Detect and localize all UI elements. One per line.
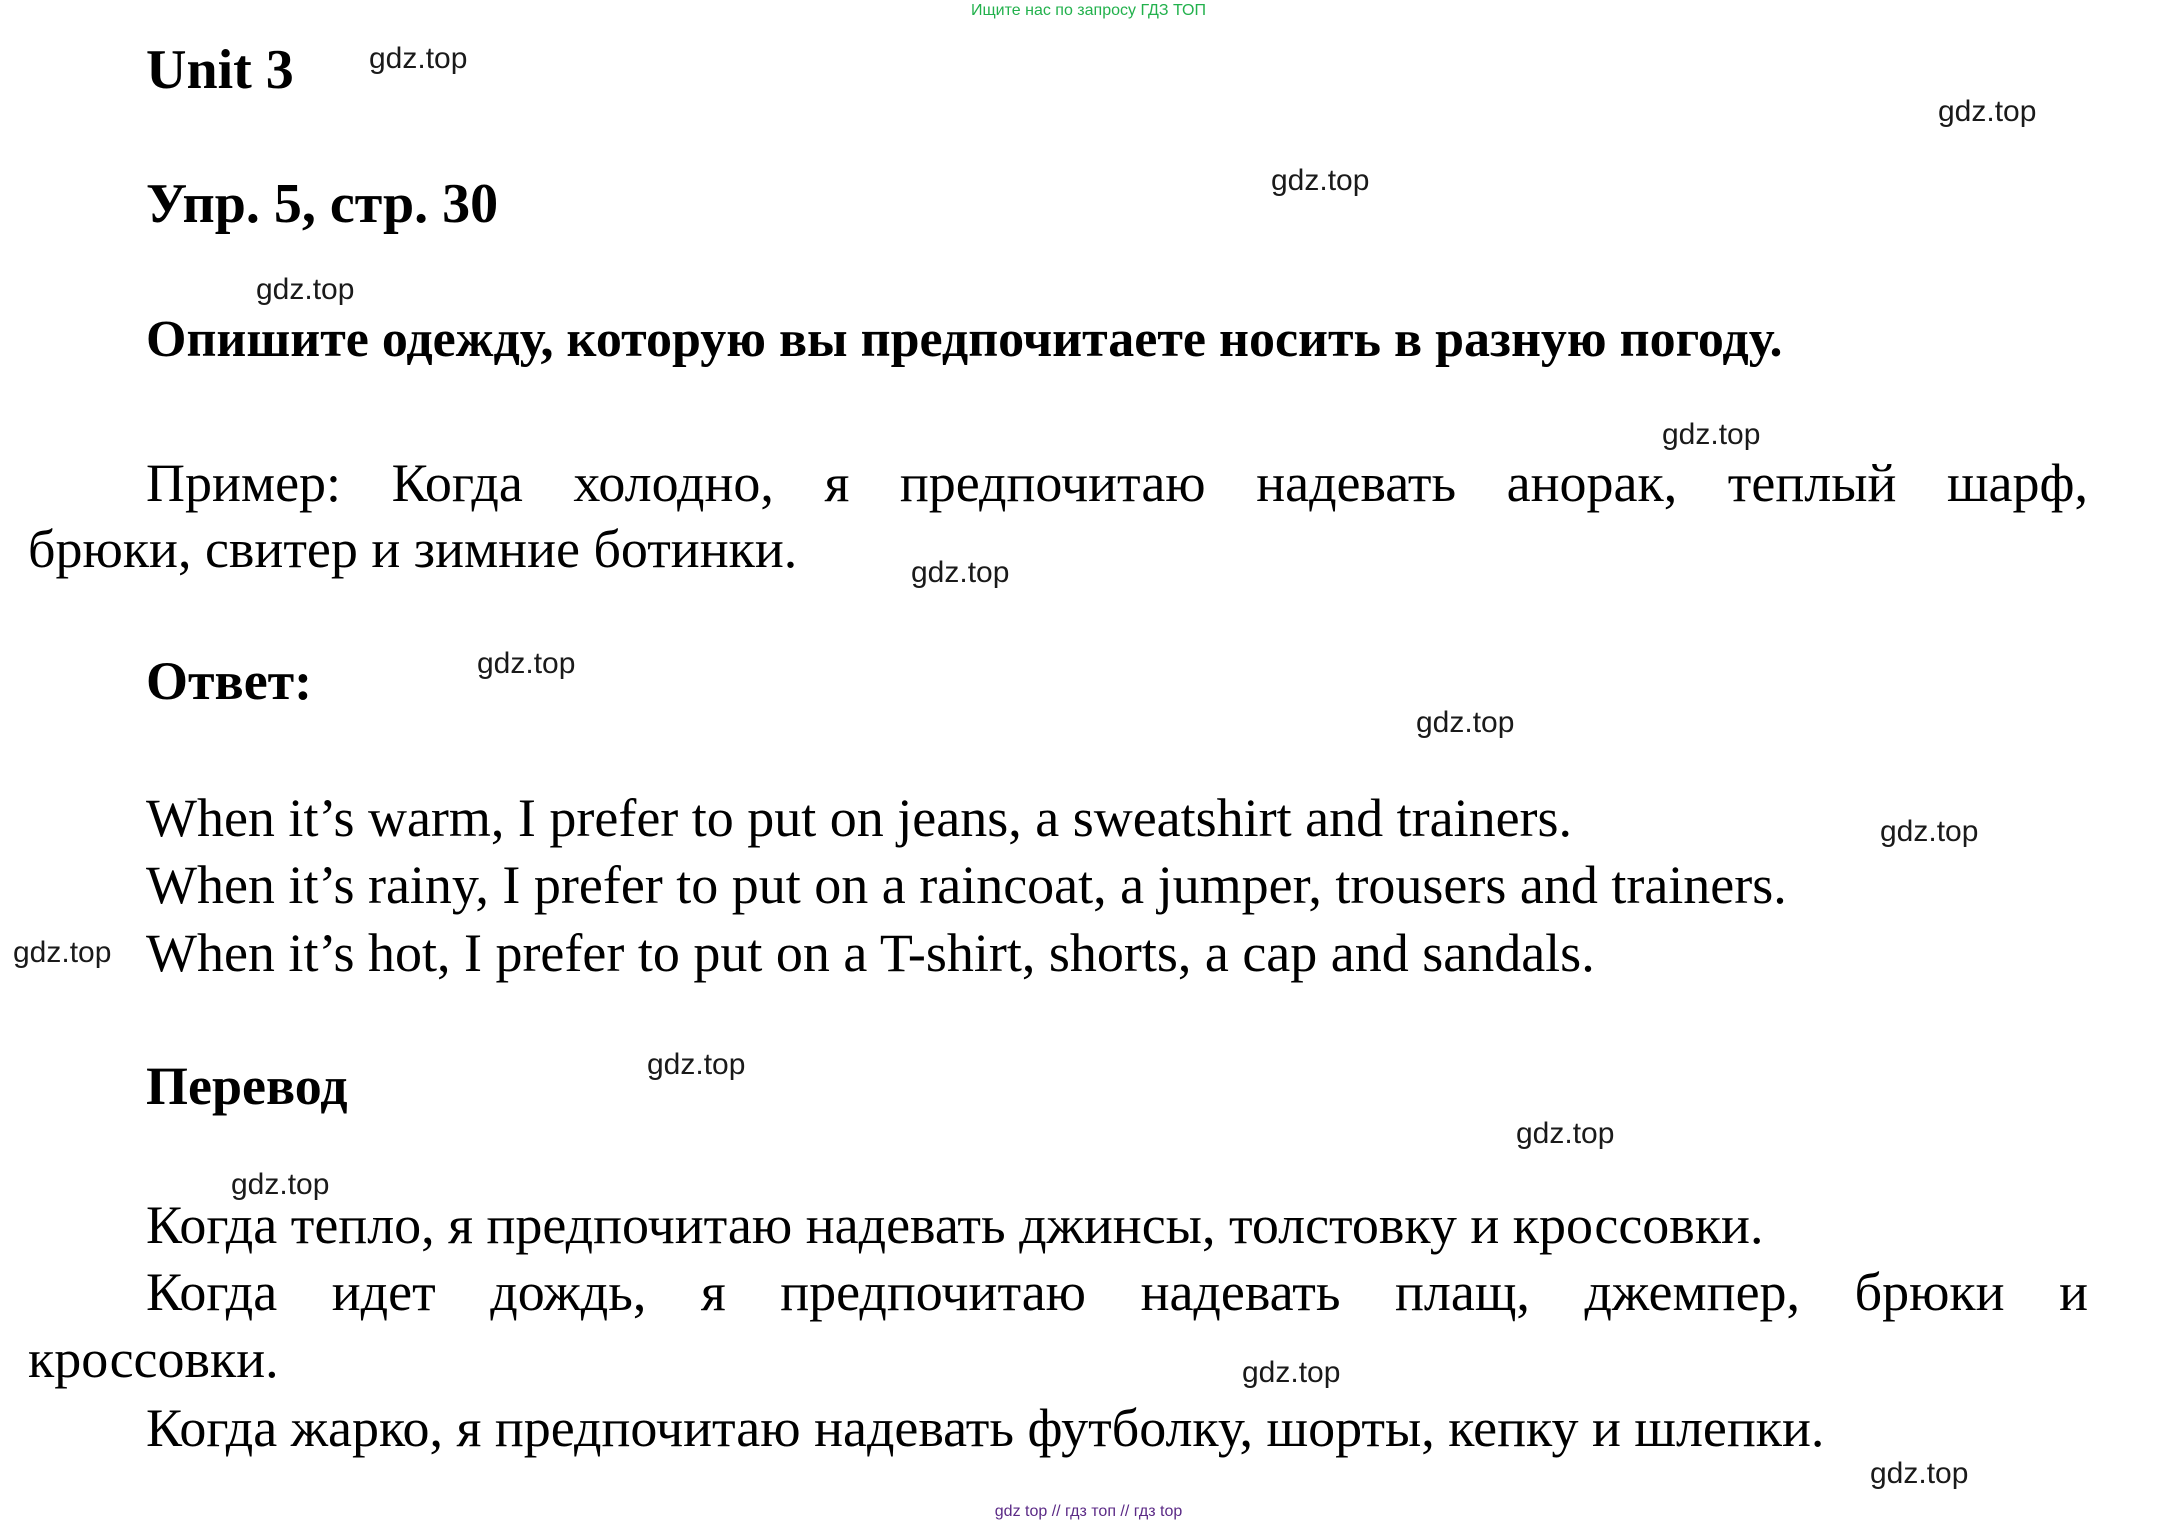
watermark: gdz.top (647, 1048, 746, 1081)
watermark: gdz.top (911, 556, 1010, 589)
watermark: gdz.top (1242, 1356, 1341, 1389)
example-line-2: брюки, свитер и зимние ботинки. (28, 519, 798, 579)
answer-heading: Ответ: (146, 651, 313, 711)
watermark: gdz.top (1880, 815, 1979, 848)
answer-line-warm: When it’s warm, I prefer to put on jeans, a sweatshirt and trainers. (146, 788, 1573, 848)
watermark: gdz.top (1938, 95, 2037, 128)
translation-line-3: Когда жарко, я предпочитаю надевать футболку, шорты, кепку и шлепки. (146, 1398, 1825, 1458)
answer-line-hot: When it’s hot, I prefer to put on a T-shirt, shorts, a cap and sandals. (146, 923, 1595, 983)
top-banner: Ищите нас по запросу ГДЗ ТОП (971, 2, 1206, 19)
footer-links: gdz top // гдз топ // гдз top (994, 1503, 1183, 1520)
translation-line-1: Когда тепло, я предпочитаю надевать джинсы, толстовку и кроссовки. (146, 1195, 1764, 1255)
watermark: gdz.top (1516, 1117, 1615, 1150)
watermark: gdz.top (231, 1168, 330, 1201)
watermark: gdz.top (369, 42, 468, 75)
unit-title: Unit 3 (146, 39, 294, 101)
watermark: gdz.top (1662, 418, 1761, 451)
watermark: gdz.top (13, 936, 112, 969)
translation-heading: Перевод (146, 1056, 348, 1116)
watermark: gdz.top (256, 273, 355, 306)
exercise-title: Упр. 5, стр. 30 (146, 173, 499, 235)
translation-line-2-cont: кроссовки. (28, 1329, 279, 1389)
translation-line-2: Когда идет дождь, я предпочитаю надевать плащ, джемпер, брюки и (146, 1262, 2088, 1322)
example-line-1: Пример: Когда холодно, я предпочитаю надевать анорак, теплый шарф, (146, 453, 2088, 513)
watermark: gdz.top (477, 647, 576, 680)
watermark: gdz.top (1416, 706, 1515, 739)
answer-line-rainy: When it’s rainy, I prefer to put on a raincoat, a jumper, trousers and trainers. (146, 855, 1787, 915)
watermark: gdz.top (1870, 1457, 1969, 1490)
watermark: gdz.top (1271, 164, 1370, 197)
task-text: Опишите одежду, которую вы предпочитаете носить в разную погоду. (146, 311, 1783, 368)
